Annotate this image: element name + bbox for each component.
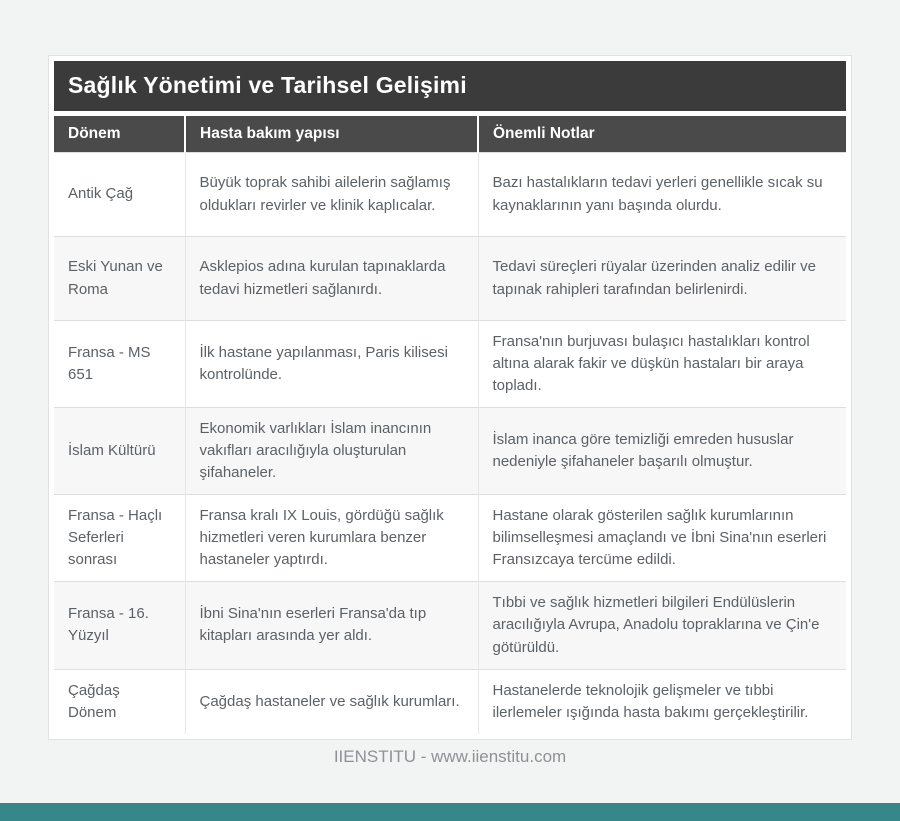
column-header-notes: Önemli Notlar (478, 116, 846, 153)
table-header-row (54, 116, 846, 153)
cell-care-structure: İlk hastane yapılanması, Paris kilisesi kontrolünde. (185, 321, 478, 408)
table-row (54, 237, 846, 321)
cell-period: Fransa - 16. Yüzyıl (54, 582, 185, 669)
cell-care-structure: Asklepios adına kurulan tapınaklarda tedavi hizmetleri sağlanırdı. (185, 237, 478, 321)
cell-period: Fransa - Haçlı Seferleri sonrası (54, 495, 185, 582)
table-row (54, 408, 846, 495)
cell-notes: Tedavi süreçleri rüyalar üzerinden analiz edilir ve tapınak rahipleri tarafından belirlenirdi. (478, 237, 846, 321)
cell-notes: Hastane olarak gösterilen sağlık kurumlarının bilimselleşmesi amaçlandı ve İbni Sina'nın eserleri Fransızcaya tercüme edildi. (478, 495, 846, 582)
cell-care-structure: Çağdaş hastaneler ve sağlık kurumları. (185, 669, 478, 734)
cell-care-structure: Ekonomik varlıkları İslam inancının vakıfları aracılığıyla oluşturulan şifahaneler. (185, 408, 478, 495)
table-row (54, 321, 846, 408)
cell-period: İslam Kültürü (54, 408, 185, 495)
table-row (54, 582, 846, 669)
cell-notes: Hastanelerde teknolojik gelişmeler ve tıbbi ilerlemeler ışığında hasta bakımı gerçekleştirilir. (478, 669, 846, 734)
page-title: Sağlık Yönetimi ve Tarihsel Gelişimi (68, 72, 467, 98)
cell-care-structure: Büyük toprak sahibi ailelerin sağlamış oldukları revirler ve klinik kaplıcalar. (185, 153, 478, 237)
cell-period: Fransa - MS 651 (54, 321, 185, 408)
page-title-bar (54, 61, 846, 111)
cell-care-structure: Fransa kralı IX Louis, gördüğü sağlık hizmetleri veren kurumlara benzer hastaneler yaptırdı. (185, 495, 478, 582)
cell-notes: Bazı hastalıkların tedavi yerleri genellikle sıcak su kaynaklarının yanı başında olurdu. (478, 153, 846, 237)
bottom-accent-bar (0, 803, 900, 821)
column-header-period: Dönem (54, 116, 185, 153)
column-header-care-structure: Hasta bakım yapısı (185, 116, 478, 153)
cell-period: Antik Çağ (54, 153, 185, 237)
table-row (54, 153, 846, 237)
cell-notes: Fransa'nın burjuvası bulaşıcı hastalıkları kontrol altına alarak fakir ve düşkün hastaları bir araya topladı. (478, 321, 846, 408)
cell-care-structure: İbni Sina'nın eserleri Fransa'da tıp kitapları arasında yer aldı. (185, 582, 478, 669)
footer-credit: IIENSTITU - www.iienstitu.com (333, 747, 567, 766)
table-row (54, 495, 846, 582)
table-row (54, 669, 846, 734)
history-table (54, 116, 846, 734)
content-card (48, 55, 852, 740)
cell-period: Eski Yunan ve Roma (54, 237, 185, 321)
cell-notes: Tıbbi ve sağlık hizmetleri bilgileri Endülüslerin aracılığıyla Avrupa, Anadolu topraklarına ve Çin'e götürüldü. (478, 582, 846, 669)
cell-notes: İslam inanca göre temizliği emreden hususlar nedeniyle şifahaneler başarılı olmuştur. (478, 408, 846, 495)
cell-period: Çağdaş Dönem (54, 669, 185, 734)
